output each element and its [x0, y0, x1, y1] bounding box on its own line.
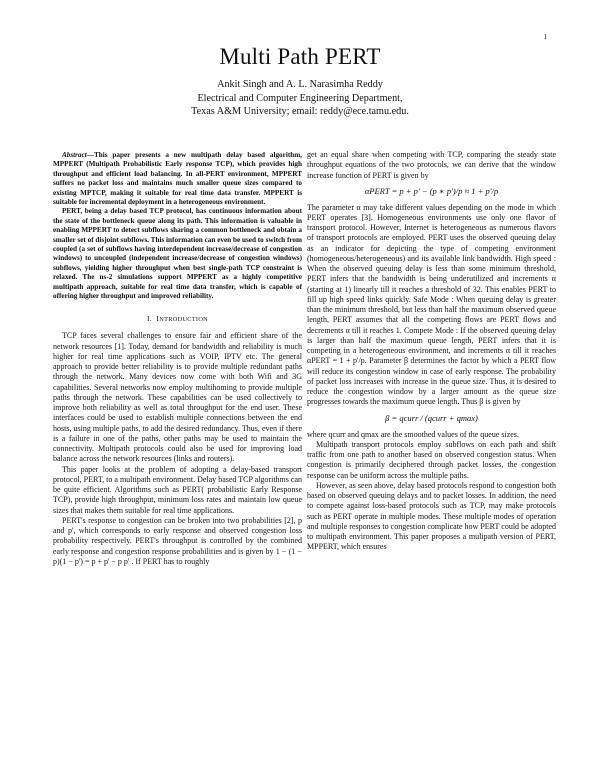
- equation-alpha: αPERT = p + p' − (p ∗ p')/p ≈ 1 + p'/p: [364, 185, 499, 196]
- department: Electrical and Computer Engineering Department,: [197, 92, 403, 104]
- intro-paragraph-1: TCP faces several challenges to ensure fair and efficient share of the network resources [1]. Today, demand for bandwidth and reliability is much higher for real time applications such as VOIP, IPTV etc. The general approach to provide better reliability is to provide multiple redundant paths through the network. Many devices now come with both Wifi and 3G capabilities. Several networks now employ multihoming to provide multiple paths through the network. These capabilities can be used collectively to improve both reliability as well as total throughput for the end user. These interfaces could be used to establish multiple connections between the end hosts, using multiple paths, to add the desired redundancy. Thus, even if there is a failure in one of the paths, other paths may be used to maintain the connectivity. Multipath protocols could also be used for improving load balance across the network resources (links and routers).: [53, 331, 302, 464]
- right-paragraph-5: However, as seen above, delay based protocols respond to congestion both based on observed queuing delays and to packet losses. In addition, the need to compete against loss-based protocols such as TCP, may make protocols such as PERT operate in multiple modes. These multiple modes of operation and multiple responses to congestion complicate how PERT could be adopted to multipath environment. This paper proposes a mulipath version of PERT, MPPERT, which ensures: [307, 480, 556, 552]
- abstract-paragraph-1: Abstract—This paper presents a new multipath delay based algorithm, MPPERT (Multipath Probabilistic Early response TCP), which provides high throughput and efficient load balancing. In all-PERT environment, MPPERT suffers no packet loss and maintains much smaller queue sizes compared to existing MPTCP, making it suitable for real time data transfer. MPPERT is suitable for incremental deployment in a heterogeneous environment.: [53, 151, 302, 207]
- paper-title: Multi Path PERT: [219, 44, 381, 69]
- authors: Ankit Singh and A. L. Narasimha Reddy: [217, 79, 383, 90]
- left-column: [53, 151, 302, 567]
- right-paragraph-2: The parameter α may take different values depending on the mode in which PERT operates [3]. Homogeneous environments use only one flavor of transport protocol. However, Internet is heterogeneous as numerous flavors of transport protocols are employed. PERT uses the observed queuing delay as an indicator for depicting the type of competing environment (homogeneous/heterogeneous) and its available link bandwidth. High speed : When the observed queuing delay is less than some minimum threshold, PERT infers that the bandwidth is being underutilized and increments α (starting at 1) linearly till it reaches a threshold of 32. This enables PERT to fill up high speed links quickly. Safe Mode : When queuing delay is greater than the minimum threshold, but less than half the maximum observed queue length, PERT assumes that all the competing flows are PERT flows and decrements α till it reaches 1. Compete Mode : If the observed queuing delay is larger than half the maximum queue length, PERT infers that it is competing in a heterogeneous environment, and increments α till it reaches αPERT = 1 + p'/p. Parameter β determines the factor by which a PERT flow will reduce its congestion window in case of early response. The probability of packet loss increases with increase in the queue size. Thus, it is desired to reduce the congestion window by a larger amount as the queue size progresses towards the maximum queue length. Thus β is given by: [307, 202, 556, 407]
- section-heading-introduction: I. INTRODUCTION: [146, 313, 209, 323]
- university: Texas A&M University; email: reddy@ece.tamu.edu.: [191, 106, 409, 117]
- paper-header: [0, 44, 600, 119]
- intro-paragraph-3: PERT's response to congestion can be broken into two probabilities [2], p and p', which corresponds to early response and observed congestion loss probability respectively. PERT's throughput is controlled by the combined early response and congestion response probabilities and is given by 1 − (1 − p)(1 − p') = p + p' − p p' . If PERT has to roughly: [53, 515, 302, 566]
- abstract-label: Abstract: [62, 151, 87, 159]
- right-paragraph-3: where qcurr and qmax are the smoothed values of the queue sizes.: [307, 429, 519, 439]
- intro-paragraph-2: This paper looks at the problem of adopting a delay-based transport protocol, PERT, to a multipath environment. Delay based TCP algorithms can be quite efficient. Algorithms such as PERT( probabilistic Early Response TCP), provide high throughput, minimum loss rates and maintain low queue sizes that makes them suitable for real time applications.: [53, 464, 302, 515]
- right-column: [307, 150, 556, 553]
- abstract: [53, 151, 302, 302]
- abstract-paragraph-2: PERT, being a delay based TCP protocol, has continuous information about the state of the bottleneck queue along its path. This information is valuable in enabling MPPERT to detect subflows sharing a common bottleneck and obtain a smaller set of disjoint subflows. This information can even be used to switch from coupled (a set of subflows having interdependent increase/decrease of congestion windows) to uncoupled (independent increase/decrease of congestion windows) subflows, yielding higher throughput when best single-path TCP constraint is relaxed. The ns-2 simulations support MPPERT as a highly competitive multipath approach, suitable for real time data transfer, which is capable of offering higher throughput and improved reliability.: [53, 207, 302, 301]
- equation-beta: β = qcurr / (qcurr + qmax): [385, 412, 478, 423]
- introduction-body: [53, 331, 302, 567]
- right-paragraph-1: get an equal share when competing with TCP, comparing the steady state throughput equations of the two protocols, we can derive that the window increase function of PERT is given by: [307, 150, 556, 180]
- page-number: 1: [543, 33, 547, 41]
- right-paragraph-4: Multipath transport protocols employ subflows on each path and shift traffic from one path to another based on observed congestion status. When congestion is primarily deciphered through packet losses, the congestion response can be uniform across the multiple paths.: [307, 439, 556, 480]
